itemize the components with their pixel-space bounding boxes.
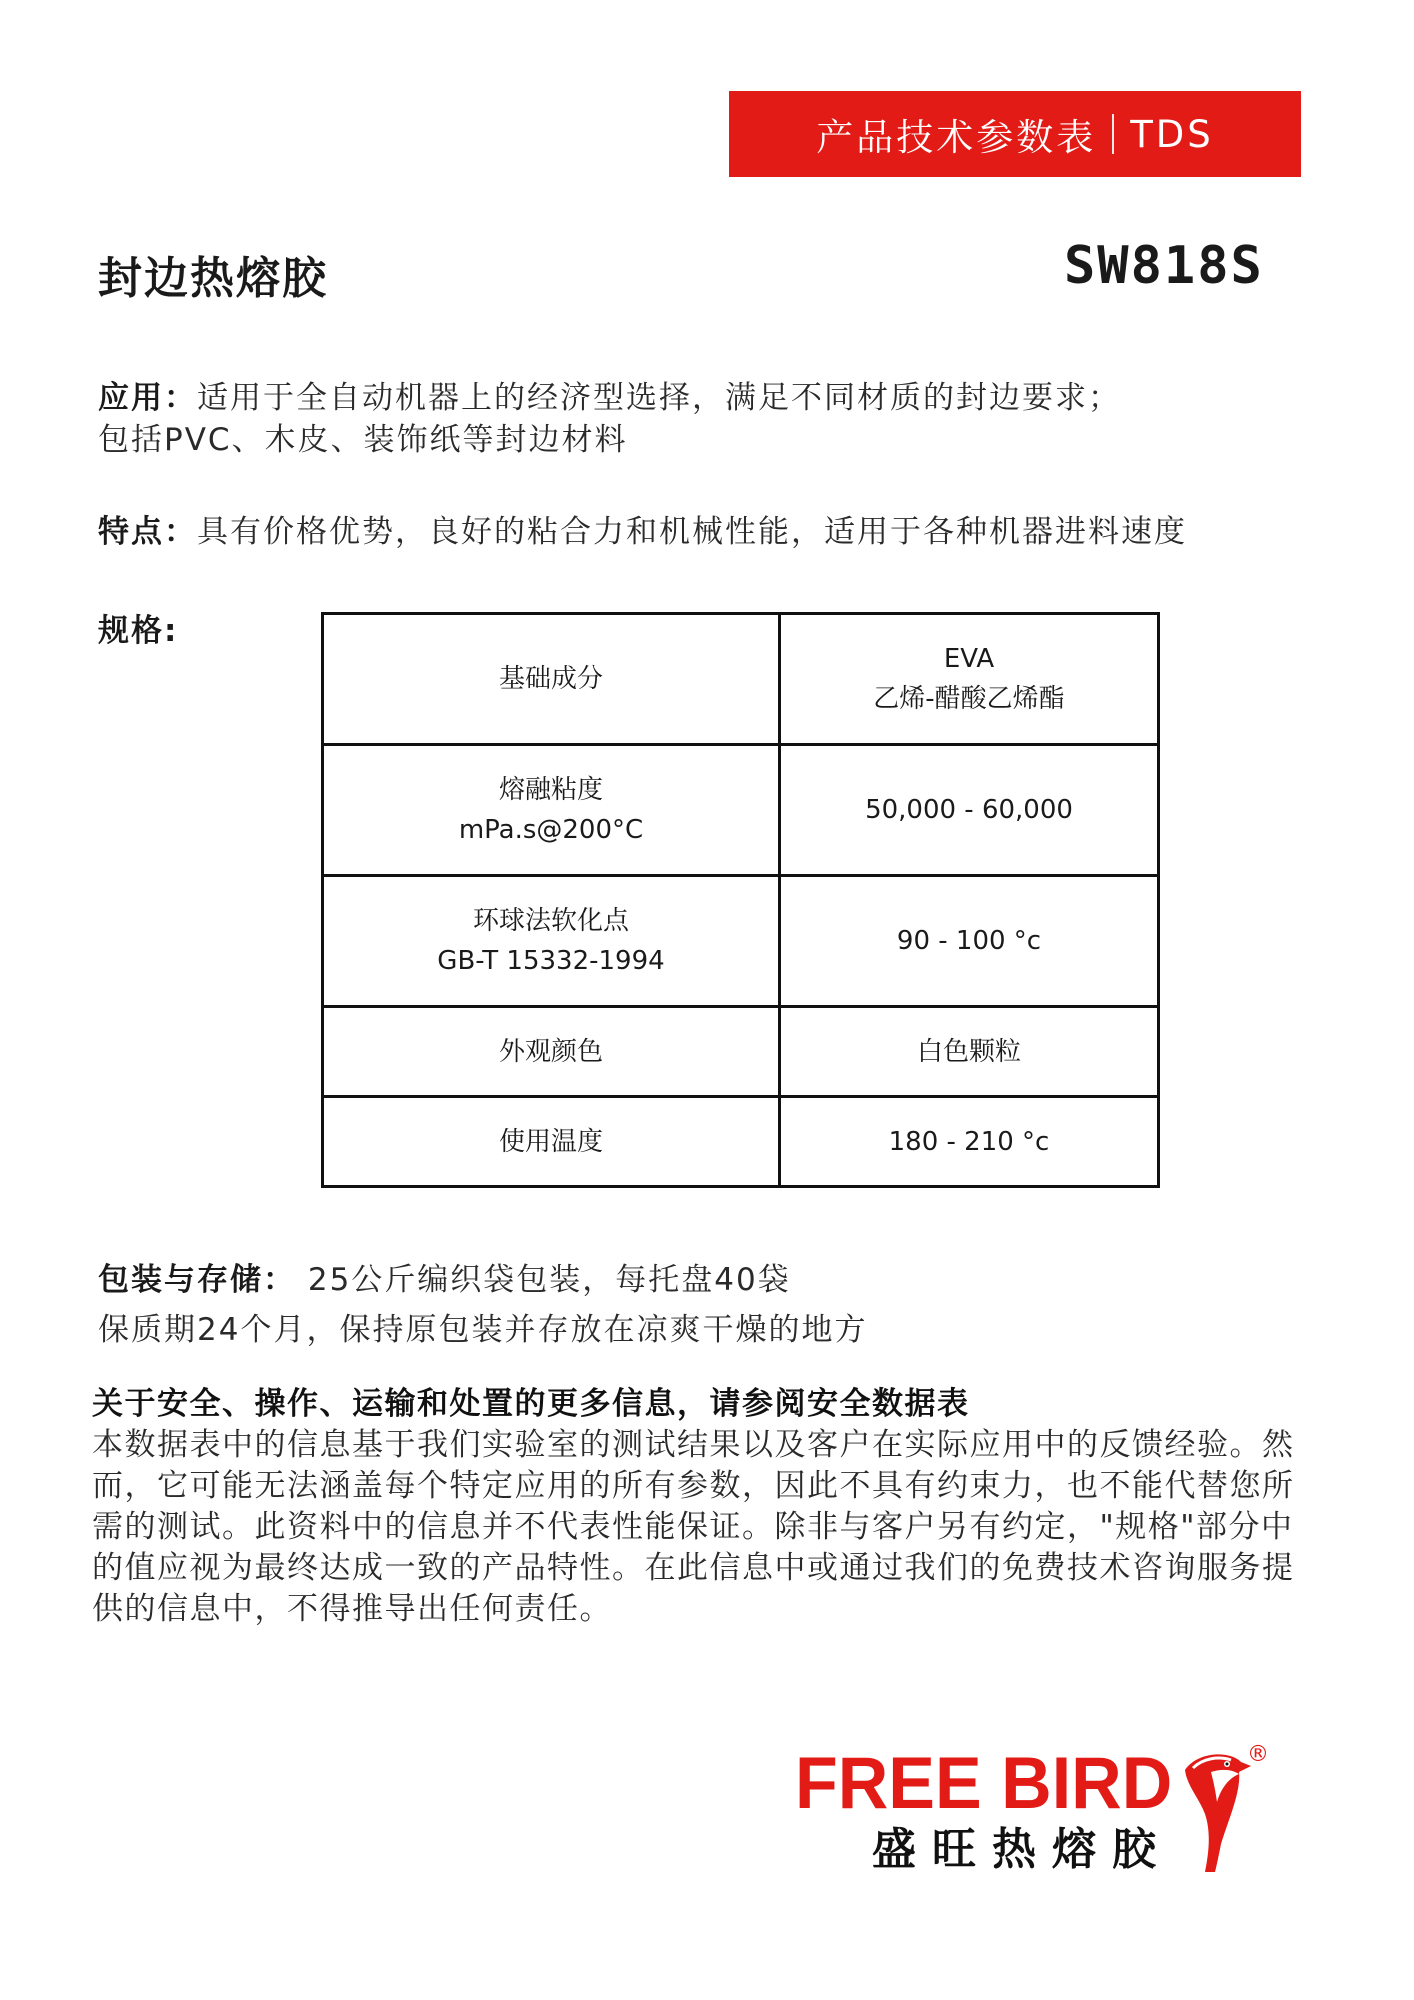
storage-line1: 25公斤编织袋包装，每托盘40袋: [296, 1262, 791, 1298]
product-name: 封边热熔胶: [98, 253, 328, 304]
tds-banner: [729, 91, 1301, 177]
application-text-line1: 适用于全自动机器上的经济型选择，满足不同材质的封边要求；: [197, 380, 1121, 416]
table-row: [323, 1097, 1159, 1187]
table-row: [323, 745, 1159, 876]
product-code: SW818S: [1064, 236, 1264, 296]
spec-name-cell: 外观颜色: [323, 1007, 780, 1097]
spec-name-cell: 使用温度: [323, 1097, 780, 1187]
registered-mark: ®: [1247, 1742, 1269, 1767]
disclaimer-heading: 关于安全、操作、运输和处置的更多信息，请参阅安全数据表: [92, 1386, 970, 1422]
features-label: 特点：: [98, 514, 197, 550]
spec-table: [321, 612, 1160, 1188]
banner-title-en: TDS: [1130, 112, 1214, 156]
table-row: [323, 1007, 1159, 1097]
specs-label: 规格:: [98, 613, 179, 649]
features-text: 具有价格优势，良好的粘合力和机械性能，适用于各种机器进料速度: [197, 514, 1187, 550]
table-row: [323, 876, 1159, 1007]
logo-name-en: FREE BIRD: [795, 1742, 1173, 1824]
storage-section: [98, 1255, 867, 1355]
banner-separator: [1112, 114, 1114, 154]
logo-name-cn: 盛旺热熔胶: [872, 1824, 1172, 1875]
application-label: 应用：: [98, 380, 197, 416]
spec-value-cell: 90 - 100 °c: [780, 876, 1159, 1007]
storage-label: 包装与存储：: [98, 1262, 296, 1298]
spec-name-cell: 熔融粘度 mPa.s@200°C: [323, 745, 780, 876]
disclaimer-body: 本数据表中的信息基于我们实验室的测试结果以及客户在实际应用中的反馈经验。然而，它可能无法涵盖每个特定应用的所有参数，因此不具有约束力，也不能代替您所需的测试。此资料中的信息并不代表性能保证。除非与客户另有约定，"规格"部分中的值应视为最终达成一致的产品特性。在此信息中或通过我们的免费技术咨询服务提供的信息中，不得推导出任何责任。: [92, 1427, 1295, 1627]
table-row: [323, 614, 1159, 745]
spec-name-cell: 环球法软化点 GB-T 15332-1994: [323, 876, 780, 1007]
disclaimer-section: [92, 1384, 1302, 1630]
application-text-line2: 包括PVC、木皮、装饰纸等封边材料: [98, 422, 628, 458]
spec-value-cell: 180 - 210 °c: [780, 1097, 1159, 1187]
spec-value-cell: 50,000 - 60,000: [780, 745, 1159, 876]
spec-value-cell: EVA 乙烯-醋酸乙烯酯: [780, 614, 1159, 745]
brand-logo: [795, 1742, 1275, 1878]
bird-logo-icon: [1171, 1748, 1251, 1874]
specs-section: [98, 610, 178, 652]
storage-line2: 保质期24个月，保持原包装并存放在凉爽干燥的地方: [98, 1312, 868, 1348]
spec-name-cell: 基础成分: [323, 614, 780, 745]
banner-title-cn: 产品技术参数表: [816, 116, 1097, 159]
application-section: [98, 377, 1121, 461]
features-section: [98, 511, 1187, 553]
spec-value-cell: 白色颗粒: [780, 1007, 1159, 1097]
